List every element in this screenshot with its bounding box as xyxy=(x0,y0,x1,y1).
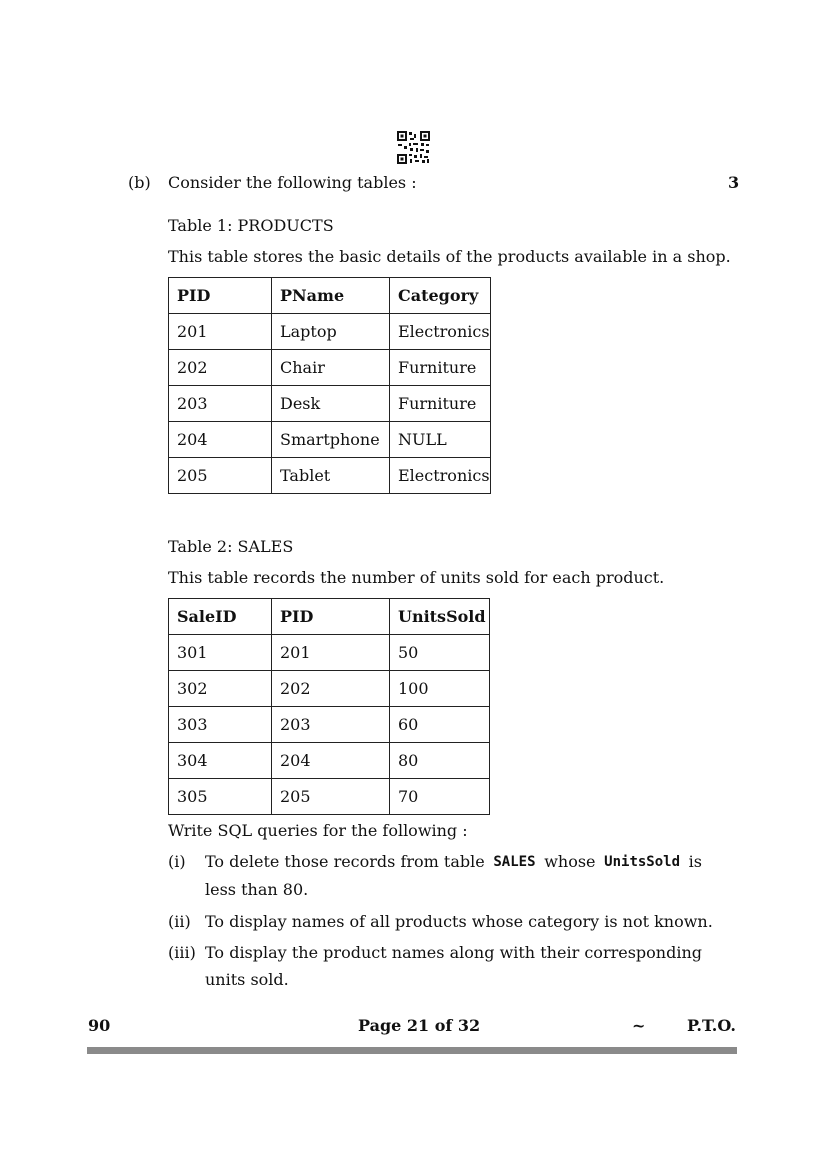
header-cell: SaleID xyxy=(169,599,272,635)
table-cell: 70 xyxy=(390,779,490,815)
footer-page-number: Page 21 of 32 xyxy=(358,1016,481,1035)
table-row xyxy=(169,671,490,707)
table-cell: 203 xyxy=(169,386,272,422)
table-cell: 204 xyxy=(169,422,272,458)
table-cell: 80 xyxy=(390,743,490,779)
item-i-text-part3: is xyxy=(688,852,702,871)
header-cell: Category xyxy=(390,278,491,314)
table-cell: 202 xyxy=(272,671,390,707)
header-cell: PName xyxy=(272,278,390,314)
table-cell: Furniture xyxy=(390,350,491,386)
table-cell: NULL xyxy=(390,422,491,458)
item-i-text-part1: To delete those records from table xyxy=(205,852,485,871)
question-marks: 3 xyxy=(728,173,740,192)
table-cell: Electronics xyxy=(390,458,491,494)
table-cell: 203 xyxy=(272,707,390,743)
item-i-text-part2: whose xyxy=(544,852,596,871)
item-i-line1 xyxy=(205,852,702,872)
table-cell: 205 xyxy=(169,458,272,494)
table-header-row xyxy=(169,278,491,314)
footer-tilde: ~ xyxy=(632,1016,646,1035)
table-cell: 302 xyxy=(169,671,272,707)
table-cell: 303 xyxy=(169,707,272,743)
table-cell: Furniture xyxy=(390,386,491,422)
table-cell: 50 xyxy=(390,635,490,671)
sales-table xyxy=(168,598,490,815)
footer-pto: P.T.O. xyxy=(687,1016,736,1035)
table-cell: 305 xyxy=(169,779,272,815)
item-i-code-unitssold: UnitsSold xyxy=(604,854,681,870)
table1-description: This table stores the basic details of the products available in a shop. xyxy=(168,247,731,266)
table-row xyxy=(169,707,490,743)
table-cell: Desk xyxy=(272,386,390,422)
table-cell: Tablet xyxy=(272,458,390,494)
item-iii-number: (iii) xyxy=(168,943,196,962)
products-table xyxy=(168,277,491,494)
question-label: (b) xyxy=(128,173,151,192)
table-cell: 201 xyxy=(272,635,390,671)
item-i-code-sales: SALES xyxy=(493,854,536,870)
item-ii-number: (ii) xyxy=(168,912,191,931)
footer-rule xyxy=(87,1047,737,1054)
table-row xyxy=(169,422,491,458)
item-i-line2: less than 80. xyxy=(205,880,309,899)
table1-caption: Table 1: PRODUCTS xyxy=(168,216,334,235)
table-row xyxy=(169,458,491,494)
table-cell: 204 xyxy=(272,743,390,779)
table-header-row xyxy=(169,599,490,635)
table-row xyxy=(169,350,491,386)
table-row xyxy=(169,635,490,671)
table-cell: 100 xyxy=(390,671,490,707)
table-cell: 60 xyxy=(390,707,490,743)
table-row xyxy=(169,386,491,422)
table2-description: This table records the number of units sold for each product. xyxy=(168,568,665,587)
table2-caption: Table 2: SALES xyxy=(168,537,294,556)
table-cell: Electronics xyxy=(390,314,491,350)
table-row xyxy=(169,314,491,350)
table-cell: 205 xyxy=(272,779,390,815)
table-row xyxy=(169,779,490,815)
footer-code: 90 xyxy=(88,1016,111,1035)
item-ii-text: To display names of all products whose category is not known. xyxy=(205,912,713,931)
item-iii-line2: units sold. xyxy=(205,970,289,989)
item-i-number: (i) xyxy=(168,852,186,871)
table-cell: Laptop xyxy=(272,314,390,350)
qr-code xyxy=(397,131,430,164)
header-cell: PID xyxy=(272,599,390,635)
table-cell: 301 xyxy=(169,635,272,671)
table-cell: Chair xyxy=(272,350,390,386)
table-cell: Smartphone xyxy=(272,422,390,458)
item-iii-line1: To display the product names along with their corresponding xyxy=(205,943,702,962)
question-intro: Consider the following tables : xyxy=(168,173,417,192)
table-cell: 202 xyxy=(169,350,272,386)
table-cell: 201 xyxy=(169,314,272,350)
header-cell: UnitsSold xyxy=(390,599,490,635)
instructions-lead: Write SQL queries for the following : xyxy=(168,821,468,840)
header-cell: PID xyxy=(169,278,272,314)
table-row xyxy=(169,743,490,779)
table-cell: 304 xyxy=(169,743,272,779)
